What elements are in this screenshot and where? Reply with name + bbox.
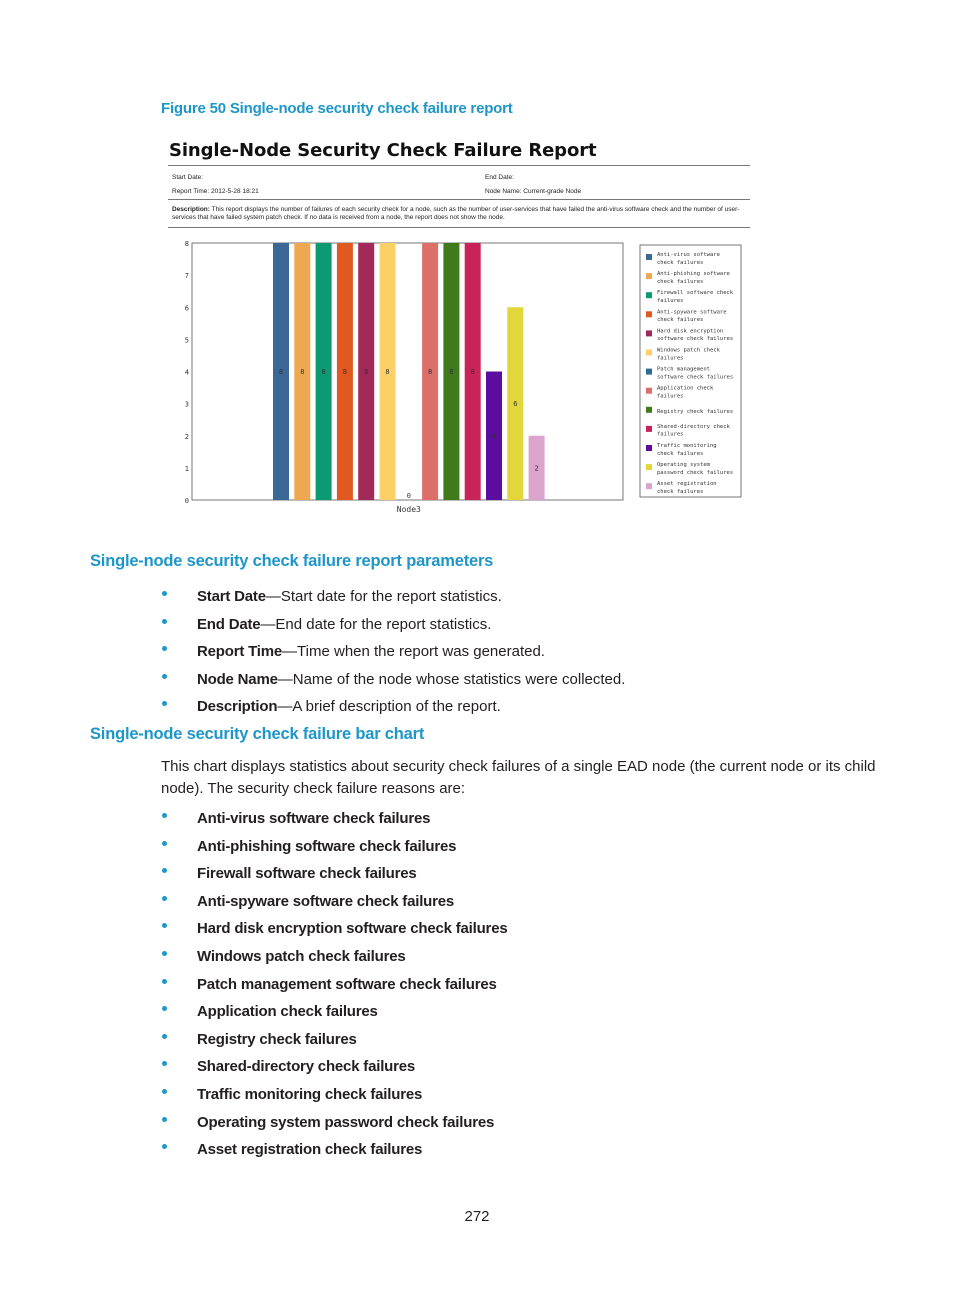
bullet-icon bbox=[162, 1117, 167, 1122]
node-name: Node Name: Current-grade Node bbox=[485, 188, 582, 195]
bar-value-label: 8 bbox=[385, 368, 390, 376]
legend-swatch bbox=[646, 311, 652, 317]
legend-swatch bbox=[646, 407, 652, 413]
failure-reason-item bbox=[161, 1109, 507, 1137]
bullet-icon bbox=[162, 701, 167, 706]
legend-label: failures bbox=[657, 298, 684, 304]
y-tick-label: 2 bbox=[184, 432, 189, 441]
bar-value-label: 8 bbox=[321, 368, 326, 376]
chart-axes bbox=[185, 240, 623, 514]
legend-swatch bbox=[646, 388, 652, 394]
parameter-definition: —Name of the node whose statistics were collected. bbox=[277, 670, 626, 688]
legend-label: check failures bbox=[657, 259, 704, 266]
bullet-icon bbox=[162, 841, 167, 846]
legend-label: Firewall software check bbox=[657, 290, 734, 297]
start-date-label: Start Date: bbox=[172, 174, 204, 181]
failure-reason-label: Windows patch check failures bbox=[197, 947, 406, 965]
legend-swatch bbox=[646, 254, 652, 260]
legend-label: check failures bbox=[657, 317, 704, 324]
failure-reason-item bbox=[161, 1136, 507, 1164]
bar-value-label: 4 bbox=[491, 432, 497, 441]
failure-reason-item bbox=[161, 888, 507, 916]
page-number: 272 bbox=[464, 1208, 490, 1225]
parameter-definition: —A brief description of the report. bbox=[277, 698, 501, 715]
bar-value-label: 8 bbox=[342, 368, 348, 376]
bar-value-label: 2 bbox=[534, 464, 539, 473]
failure-reason-label: Operating system password check failures bbox=[197, 1113, 495, 1131]
failure-reason-label: Hard disk encryption software check failures bbox=[197, 920, 508, 938]
legend-label: Windows patch check bbox=[657, 347, 720, 354]
y-tick-label: 4 bbox=[184, 368, 189, 377]
legend-swatch bbox=[646, 273, 652, 279]
failure-reason-item bbox=[161, 971, 507, 999]
bullet-icon bbox=[162, 1006, 167, 1011]
legend-label: software check failures bbox=[657, 374, 734, 381]
failure-reason-item bbox=[161, 860, 507, 888]
bullet-icon bbox=[162, 923, 167, 928]
failure-reason-label: Asset registration check failures bbox=[197, 1141, 423, 1159]
figure-caption: Figure 50 Single-node security check failure report bbox=[161, 100, 513, 117]
bullet-icon bbox=[162, 896, 167, 901]
parameter-definition: —Time when the report was generated. bbox=[282, 643, 545, 660]
failure-reason-label: Anti-virus software check failures bbox=[197, 810, 431, 827]
legend-swatch bbox=[646, 464, 652, 470]
legend-label: Anti-spyware software bbox=[657, 309, 727, 316]
legend-swatch bbox=[646, 483, 652, 489]
legend-label: Anti-virus software bbox=[657, 252, 720, 258]
bullet-icon bbox=[162, 1144, 167, 1149]
legend-label: Anti-phishing software bbox=[657, 271, 730, 278]
failure-reason-item bbox=[161, 833, 507, 861]
bar-value-label: 8 bbox=[278, 368, 284, 376]
failure-reason-label: Patch management software check failures bbox=[197, 975, 497, 993]
legend-swatch bbox=[646, 445, 652, 451]
bullet-icon bbox=[162, 951, 167, 956]
legend-swatch bbox=[646, 330, 652, 336]
failure-reason-item bbox=[161, 1026, 507, 1054]
bullet-icon bbox=[162, 674, 167, 679]
bar-value-label: 8 bbox=[470, 368, 475, 376]
legend-label: check failures bbox=[657, 450, 704, 457]
bullet-icon bbox=[162, 1089, 167, 1094]
parameter-item bbox=[161, 666, 625, 694]
failure-reason-item bbox=[161, 998, 507, 1026]
parameter-list bbox=[161, 583, 625, 721]
parameter-item bbox=[161, 693, 625, 721]
failure-reason-item bbox=[161, 915, 507, 943]
failure-reason-label: Anti-spyware software check failures bbox=[197, 892, 455, 910]
failure-reason-label: Firewall software check failures bbox=[197, 865, 417, 883]
bullet-icon bbox=[162, 1061, 167, 1066]
report-divider-bottom bbox=[168, 227, 750, 228]
report-divider-middle bbox=[168, 199, 750, 200]
legend-label: Asset registration bbox=[657, 481, 717, 488]
section-heading-bar-chart: Single-node security check failure bar chart bbox=[90, 725, 425, 743]
y-tick-label: 5 bbox=[184, 336, 189, 345]
chart-legend bbox=[640, 245, 741, 497]
report-divider-top bbox=[168, 165, 750, 166]
parameter-term: Node Name bbox=[197, 670, 278, 688]
legend-label: failures bbox=[657, 431, 684, 438]
failure-reason-label: Traffic monitoring check failures bbox=[197, 1085, 423, 1103]
description-text: This report displays the number of failures of each security check for a node, such as the number of user-services that have failed the anti-virus software check and the number of user-services that have failed system patch check. If no data is received from a node, the report does not show the node. bbox=[172, 206, 740, 221]
parameter-definition: —End date for the report statistics. bbox=[260, 615, 492, 633]
bar-value-label: 6 bbox=[513, 400, 518, 409]
failure-reason-item bbox=[161, 805, 507, 833]
parameter-term: Description bbox=[197, 698, 278, 715]
parameter-item bbox=[161, 638, 625, 666]
y-tick-label: 0 bbox=[184, 497, 189, 505]
bar-value-label: 8 bbox=[364, 368, 369, 376]
parameter-term: End Date bbox=[197, 615, 261, 633]
legend-label: password check failures bbox=[657, 469, 734, 476]
legend-swatch bbox=[646, 369, 652, 375]
failure-reason-label: Anti-phishing software check failures bbox=[197, 837, 457, 855]
failure-reason-label: Shared-directory check failures bbox=[197, 1058, 416, 1076]
description-label: Description: bbox=[172, 206, 210, 213]
y-tick-label: 7 bbox=[184, 272, 189, 281]
y-tick-label: 6 bbox=[184, 304, 189, 313]
legend-label: failures bbox=[657, 355, 684, 362]
legend-label: Traffic monitoring bbox=[657, 443, 717, 449]
legend-label: Operating system bbox=[657, 462, 710, 469]
failure-reason-item bbox=[161, 943, 507, 971]
bullet-icon bbox=[162, 619, 167, 624]
report-title: Single-Node Security Check Failure Report bbox=[169, 140, 597, 161]
bullet-icon bbox=[162, 1034, 167, 1039]
parameter-item bbox=[161, 583, 625, 611]
plot-area bbox=[192, 243, 623, 500]
legend-label: Registry check failures bbox=[657, 408, 734, 415]
legend-label: check failures bbox=[657, 489, 704, 495]
bullet-icon bbox=[162, 591, 167, 596]
legend-label: software check failures bbox=[657, 336, 734, 343]
failure-reason-item bbox=[161, 1053, 507, 1081]
report-time: Report Time: 2012-5-28 18:21 bbox=[172, 188, 259, 195]
bar-value-label: 0 bbox=[406, 492, 411, 500]
legend-label: Patch management bbox=[657, 366, 710, 373]
section-heading-parameters: Single-node security check failure report parameters bbox=[90, 552, 494, 570]
report-description bbox=[172, 206, 750, 221]
bullet-icon bbox=[162, 646, 167, 651]
bullet-icon bbox=[162, 868, 167, 873]
bar-chart-description: This chart displays statistics about security check failures of a single EAD node (the current node or its child node). The security check failure reasons are: bbox=[161, 758, 876, 797]
legend-label: Application check bbox=[657, 385, 714, 392]
bar-value-label: 8 bbox=[427, 368, 433, 376]
end-date-label: End Date: bbox=[485, 174, 514, 181]
legend-label: Hard disk encryption bbox=[657, 328, 724, 335]
legend-swatch bbox=[646, 350, 652, 356]
parameter-term: Report Time bbox=[197, 643, 283, 660]
y-tick-label: 3 bbox=[184, 400, 189, 409]
bullet-icon bbox=[162, 813, 167, 818]
x-tick-label: Node3 bbox=[396, 505, 421, 514]
y-tick-label: 1 bbox=[184, 464, 189, 473]
bar-value-label: 8 bbox=[300, 368, 305, 376]
bullet-icon bbox=[162, 979, 167, 984]
legend-label: failures bbox=[657, 393, 684, 400]
bar-chart bbox=[170, 235, 745, 520]
y-tick-label: 8 bbox=[184, 240, 189, 248]
legend-label: Shared-directory check bbox=[657, 423, 730, 430]
bar-value-label: 8 bbox=[449, 368, 454, 376]
parameter-item bbox=[161, 611, 625, 639]
parameter-definition: —Start date for the report statistics. bbox=[265, 588, 502, 605]
failure-reason-list bbox=[161, 805, 507, 1164]
parameter-term: Start Date bbox=[197, 588, 266, 605]
failure-reason-label: Registry check failures bbox=[197, 1030, 357, 1048]
legend-swatch bbox=[646, 426, 652, 432]
failure-reason-item bbox=[161, 1081, 507, 1109]
legend-swatch bbox=[646, 292, 652, 298]
failure-reason-label: Application check failures bbox=[197, 1003, 378, 1021]
legend-label: check failures bbox=[657, 278, 704, 285]
